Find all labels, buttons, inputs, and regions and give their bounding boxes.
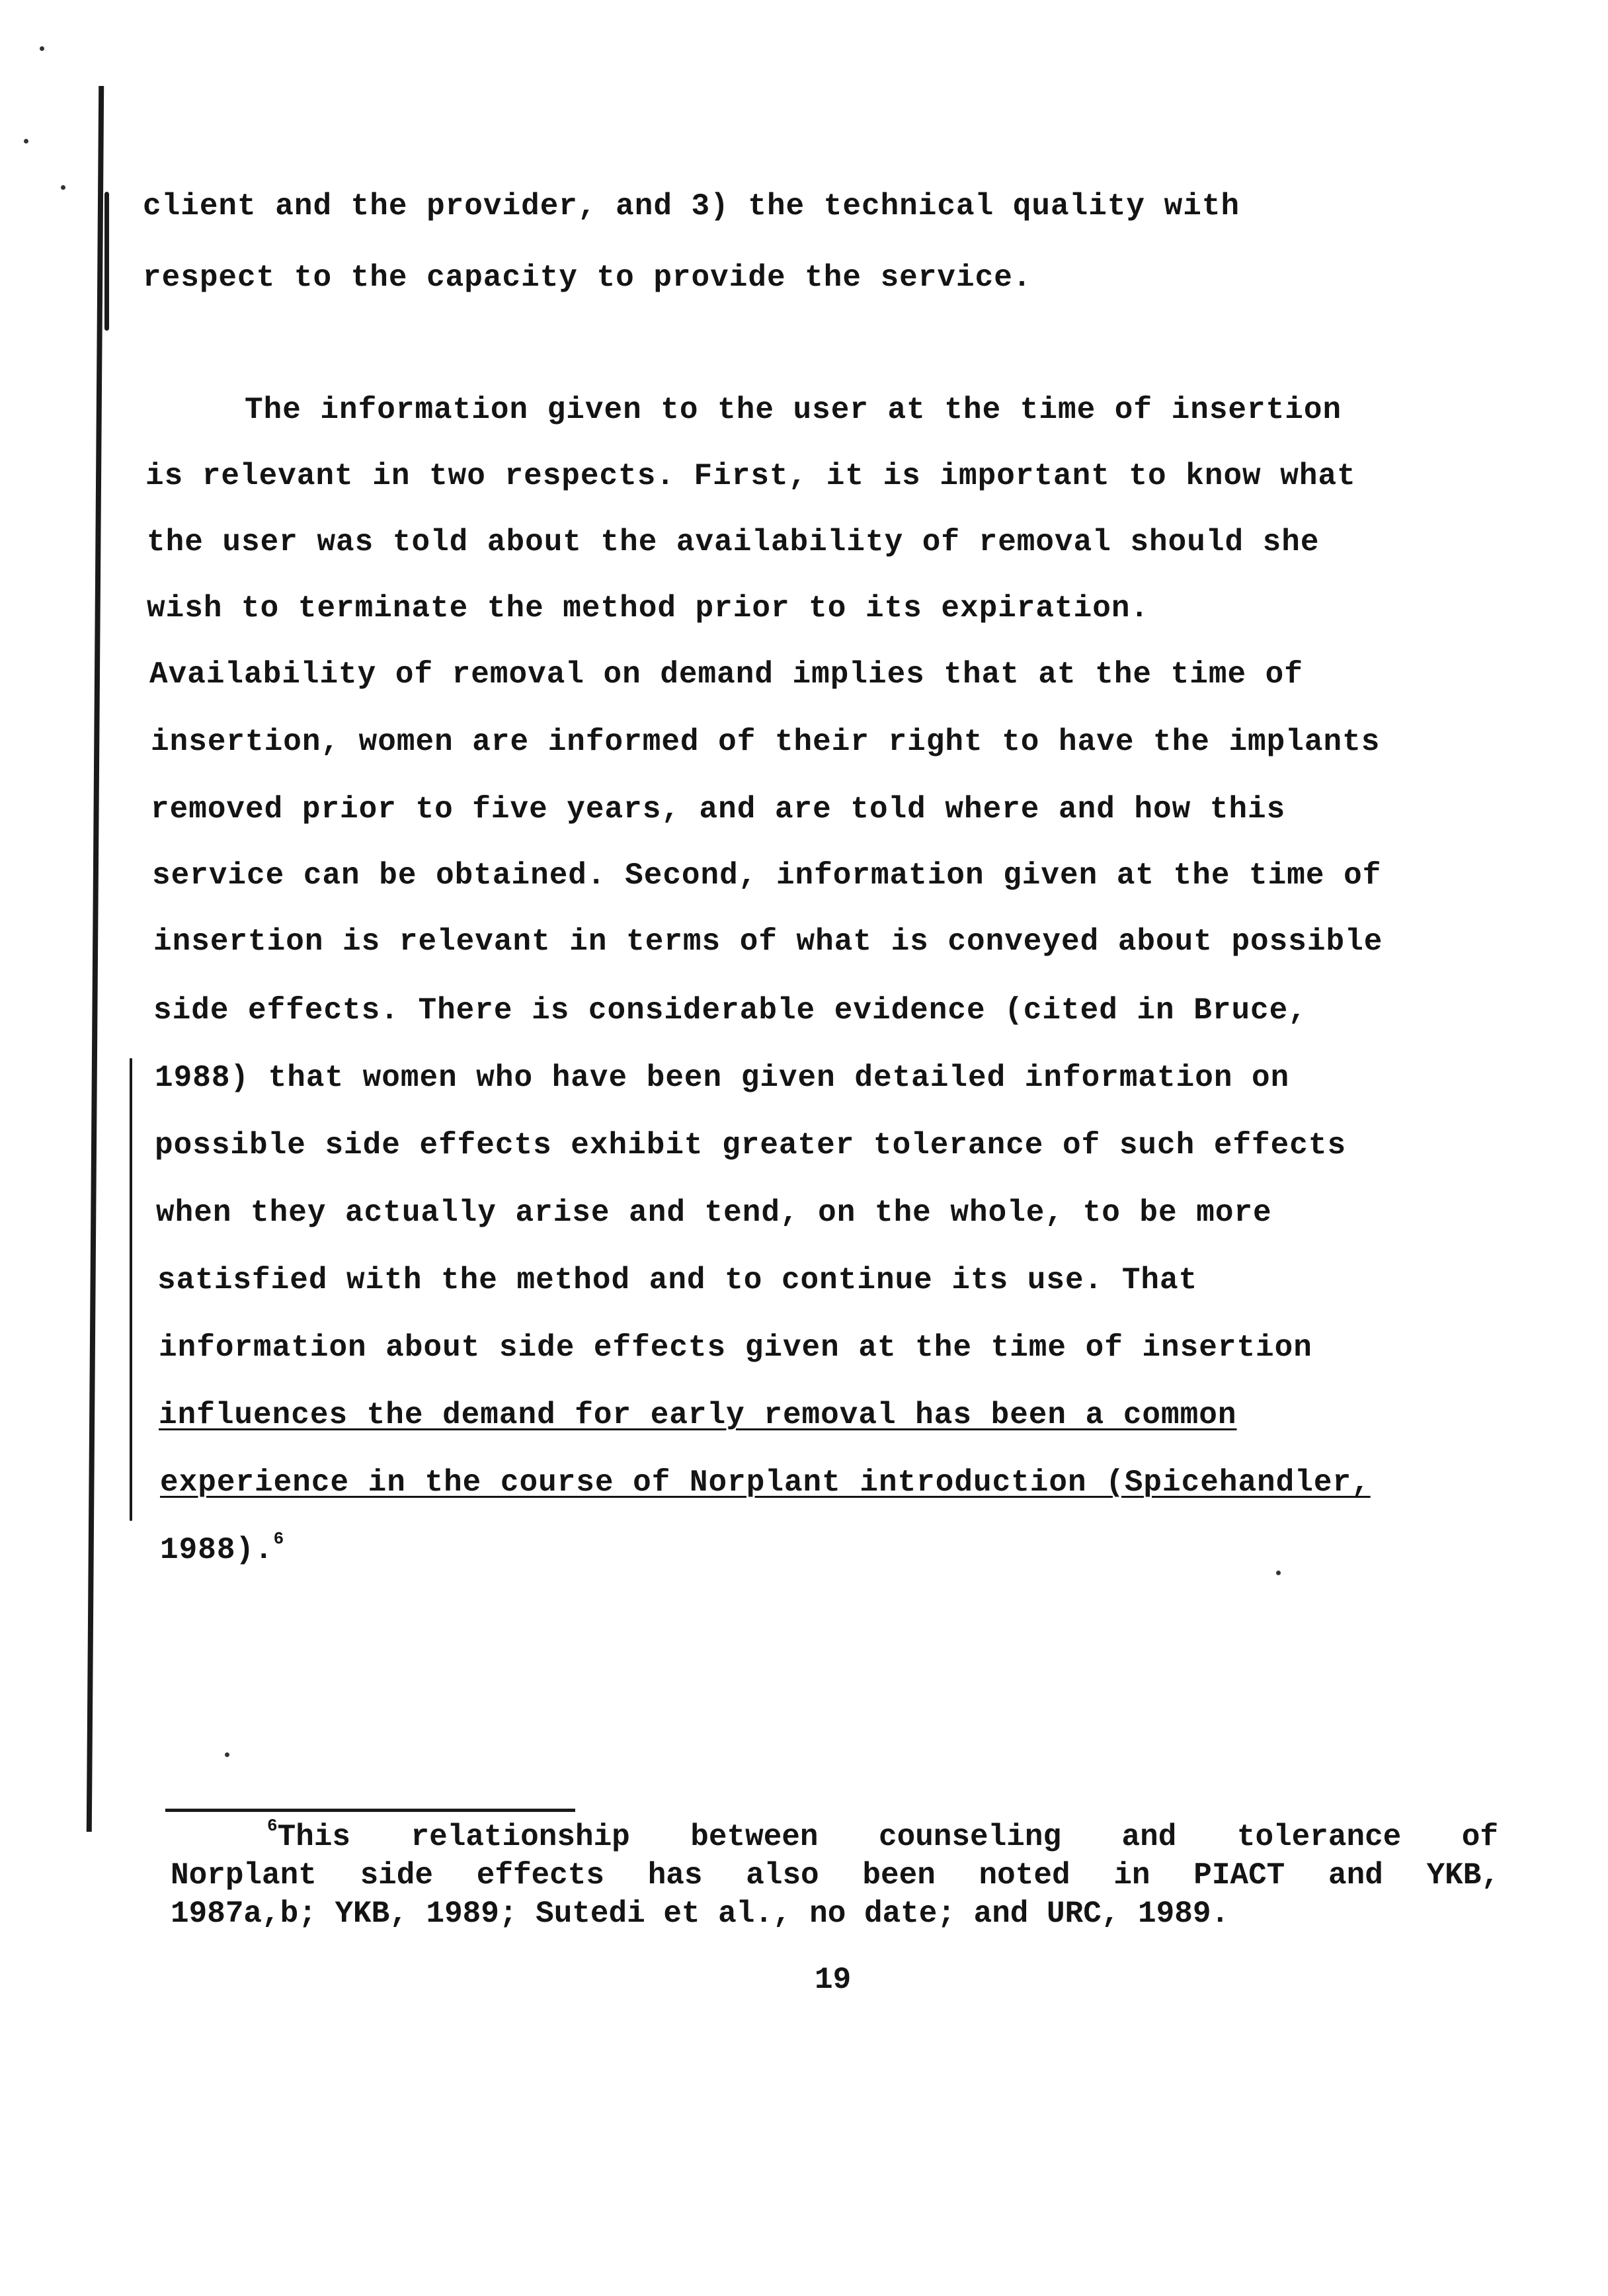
body-line-20-text: 1988). bbox=[160, 1533, 274, 1567]
footnote-line-2: Norplant side effects has also been noted in PIACT and YKB, bbox=[171, 1858, 1500, 1893]
body-line-19: experience in the course of Norplant introduction (Spicehandler, bbox=[160, 1465, 1371, 1500]
speck bbox=[225, 1752, 229, 1757]
speck bbox=[1276, 1571, 1281, 1575]
footnote-rule bbox=[165, 1809, 575, 1812]
footnote-line-1 bbox=[267, 1816, 1498, 1854]
page-number: 19 bbox=[815, 1963, 852, 1997]
body-line-11: insertion is relevant in terms of what is conveyed about possible bbox=[153, 924, 1383, 959]
margin-bar-left bbox=[87, 86, 104, 1832]
footnote-line-3: 1987a,b; YKB, 1989; Sutedi et al., no date; and URC, 1989. bbox=[171, 1897, 1230, 1931]
body-line-1: client and the provider, and 3) the technical quality with bbox=[143, 189, 1240, 224]
body-line-4: is relevant in two respects. First, it is important to know what bbox=[145, 459, 1356, 493]
body-line-2: respect to the capacity to provide the service. bbox=[143, 261, 1032, 295]
body-line-3: The information given to the user at the time of insertion bbox=[245, 393, 1342, 427]
body-line-18: influences the demand for early removal has been a common bbox=[159, 1398, 1237, 1432]
body-line-17: information about side effects given at the time of insertion bbox=[159, 1331, 1312, 1365]
body-line-9: removed prior to five years, and are told where and how this bbox=[151, 792, 1286, 827]
footnote-reference: 6 bbox=[273, 1529, 285, 1549]
body-line-6: wish to terminate the method prior to its expiration. bbox=[147, 591, 1150, 626]
speck bbox=[40, 46, 44, 51]
speck bbox=[61, 185, 65, 190]
body-line-13: 1988) that women who have been given detailed information on bbox=[155, 1061, 1290, 1095]
margin-bracket-middle bbox=[130, 1058, 132, 1521]
body-line-16: satisfied with the method and to continue its use. That bbox=[157, 1263, 1198, 1297]
margin-bracket-top bbox=[104, 192, 109, 331]
footnote-line-1-text: This relationship between counseling and tolerance of bbox=[277, 1820, 1498, 1854]
body-line-20 bbox=[160, 1529, 285, 1567]
body-line-8: insertion, women are informed of their right to have the implants bbox=[151, 725, 1381, 759]
body-line-14: possible side effects exhibit greater tolerance of such effects bbox=[155, 1128, 1347, 1163]
body-line-12: side effects. There is considerable evidence (cited in Bruce, bbox=[153, 993, 1307, 1028]
footnote-marker: 6 bbox=[267, 1816, 278, 1836]
body-line-10: service can be obtained. Second, information given at the time of bbox=[152, 858, 1382, 893]
speck bbox=[24, 139, 28, 144]
body-line-7: Availability of removal on demand implies that at the time of bbox=[149, 657, 1303, 692]
body-line-15: when they actually arise and tend, on the whole, to be more bbox=[156, 1196, 1272, 1230]
body-line-5: the user was told about the availability of removal should she bbox=[147, 525, 1320, 559]
